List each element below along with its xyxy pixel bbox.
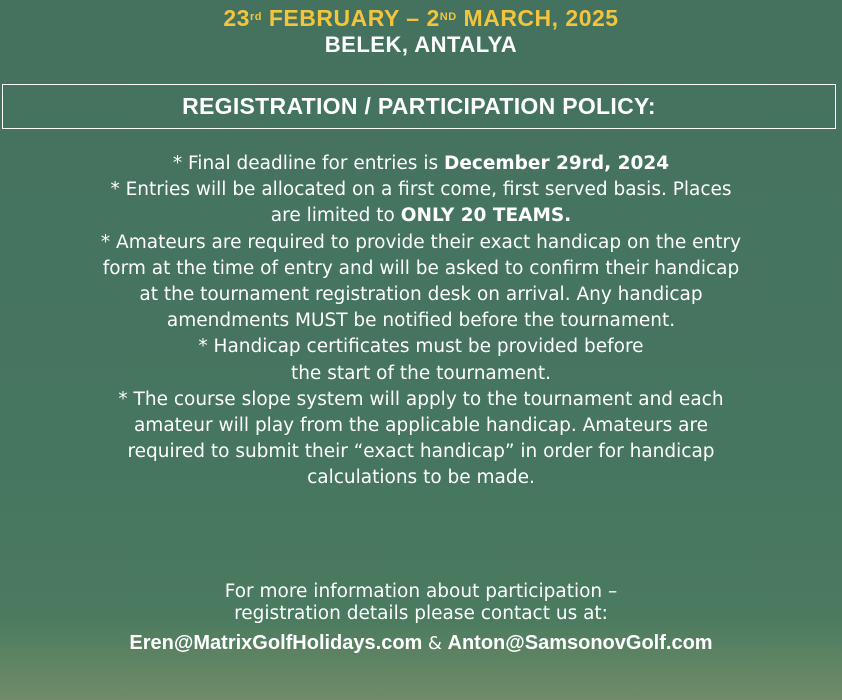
event-header [0, 4, 842, 58]
handicap-line-1: * Amateurs are required to provide their exact handicap on the entry [100, 231, 742, 253]
team-limit: ONLY 20 TEAMS. [400, 205, 572, 227]
end-day: 2 [426, 5, 440, 31]
certificates-line-2: the start of the tournament. [290, 362, 552, 384]
date-separator: – [406, 5, 420, 31]
contact-emails [0, 632, 842, 655]
policy-slope-system [20, 387, 822, 492]
policy-title-box [2, 84, 836, 129]
policy-allocation [20, 177, 822, 229]
slope-line-3: required to submit their “exact handicap” in order for handicap [127, 441, 715, 463]
handicap-line-2: form at the time of entry and will be asked to confirm their handicap [102, 257, 740, 279]
certificates-line-1: * Handicap certificates must be provided before [198, 336, 644, 358]
slope-line-4: calculations to be made. [307, 467, 535, 489]
slope-line-2: amateur will play from the applicable handicap. Amateurs are [133, 415, 709, 437]
contact-info [0, 581, 842, 625]
handicap-line-3: at the tournament registration desk on arrival. Any handicap [139, 284, 703, 306]
slope-line-1: * The course slope system will apply to the tournament and each [118, 388, 724, 410]
start-month: FEBRUARY [268, 5, 400, 31]
deadline-date: December 29rd, 2024 [443, 153, 670, 174]
policy-title: REGISTRATION / PARTICIPATION POLICY: [182, 93, 656, 119]
event-dates [0, 4, 842, 32]
allocation-line-2: are limited to [270, 205, 401, 227]
contact-line-1: For more information about participation – [224, 581, 618, 602]
end-month-year: MARCH, 2025 [463, 5, 619, 31]
email-eren-link[interactable]: Eren@MatrixGolfHolidays.com [129, 632, 423, 654]
policy-certificates [20, 334, 822, 386]
allocation-line-1: * Entries will be allocated on a first come, first served basis. Places [110, 179, 732, 201]
start-day-suffix: rd [249, 11, 262, 23]
end-day-suffix: ND [439, 11, 457, 23]
ampersand: & [427, 633, 442, 654]
event-location: BELEK, ANTALYA [324, 32, 518, 57]
policy-deadline [20, 151, 822, 177]
policy-handicap-entry [20, 230, 822, 335]
start-day: 23 [223, 5, 250, 31]
handicap-line-4: amendments MUST be notified before the tournament. [166, 310, 676, 332]
deadline-text: * Final deadline for entries is [172, 153, 444, 174]
contact-line-2: registration details please contact us at: [234, 603, 608, 624]
email-anton-link[interactable]: Anton@SamsonovGolf.com [447, 632, 713, 654]
policy-body [20, 151, 822, 492]
